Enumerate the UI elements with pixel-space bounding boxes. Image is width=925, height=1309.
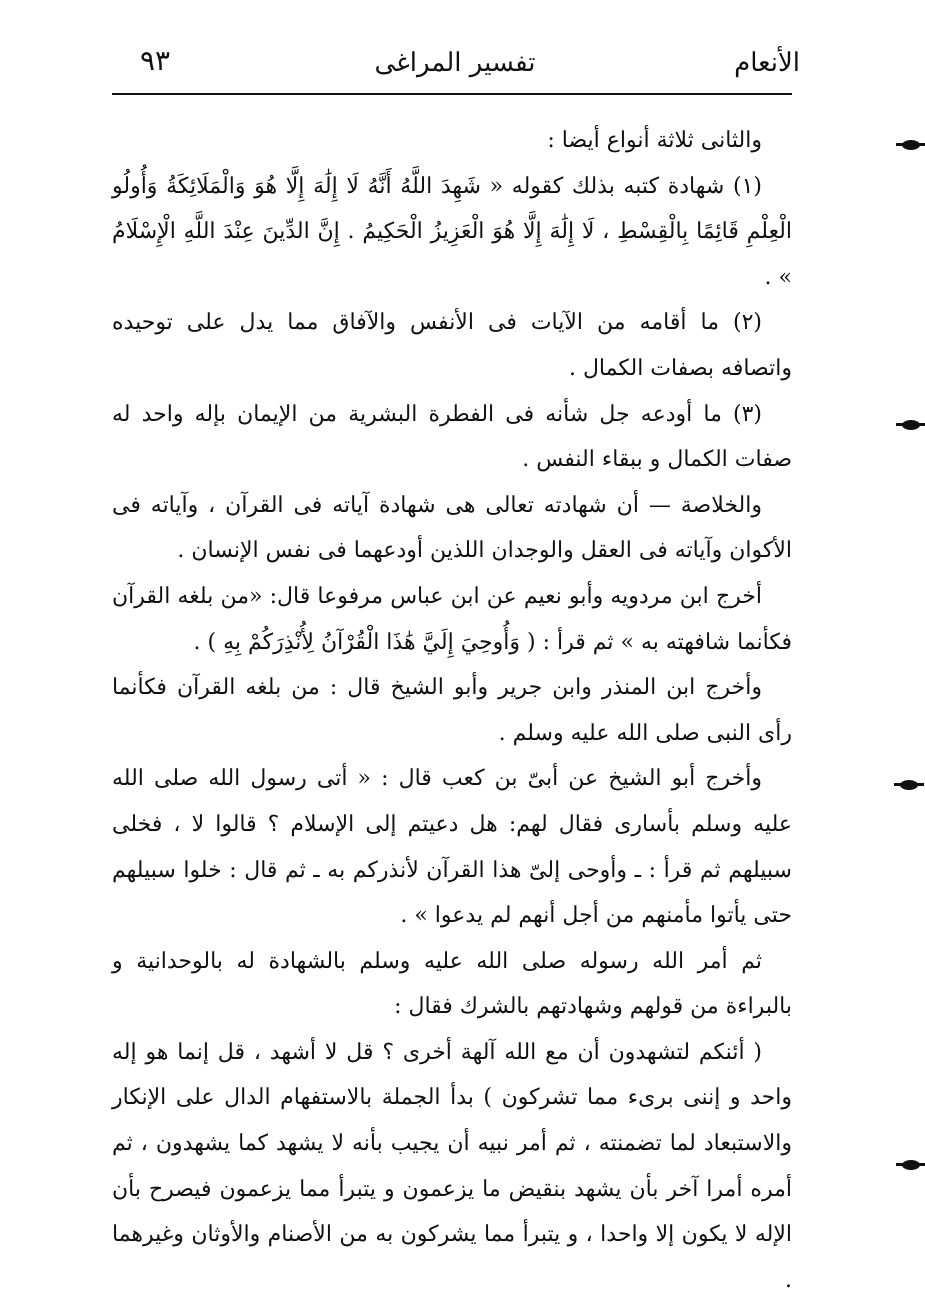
margin-mark — [900, 780, 918, 790]
paragraph: وأخرج أبو الشيخ عن أبىّ بن كعب قال : « أتى رسول الله صلى الله عليه وسلم بأسارى فقال لهم: هل دعيتم إلى الإسلام ؟ قالوا لا ، فخلى سبيلهم ثم قرأ : ـ وأوحى إلىّ هذا القرآن لأنذركم به ـ ثم قال : خلوا سبيلهم حتى يأتوا مأمنهم من أجل أنهم لم يدعوا » . — [112, 766, 792, 929]
paragraph: ثم أمر الله رسوله صلى الله عليه وسلم بالشهادة له بالوحدانية و بالبراءة من قولهم وشهادتهم بالشرك فقال : — [112, 948, 792, 1020]
paragraph: وأخرج ابن المنذر وابن جرير وأبو الشيخ قال : من بلغه القرآن فكأنما رأى النبى صلى الله عليه وسلم . — [112, 675, 792, 746]
paragraph: (٣) ما أودعه جل شأنه فى الفطرة البشرية من الإيمان بإله واحد له صفات الكمال و ببقاء النفس . — [112, 401, 792, 473]
page-body — [112, 118, 792, 1303]
margin-mark — [902, 420, 920, 430]
paragraph: (١) شهادة كتبه بذلك كقوله « شَهِدَ اللَّهُ أَنَّهُ لَا إِلَٰهَ إِلَّا هُوَ وَالْمَلَائِكَةُ وَأُولُو الْعِلْمِ قَائِمًا بِالْقِسْطِ ، لَا إِلَٰهَ إِلَّا هُوَ الْعَزِيزُ الْحَكِيمُ . إِنَّ الدِّينَ عِنْدَ اللَّهِ الْإِسْلَامُ » . — [112, 173, 792, 290]
paragraph: والثانى ثلاثة أنواع أيضا : — [547, 128, 762, 153]
margin-mark — [902, 140, 920, 150]
surah-name: الأنعام — [734, 48, 800, 78]
page-number: ٩٣ — [140, 44, 171, 77]
paragraph: ( أئنكم لتشهدون أن مع الله آلهة أخرى ؟ قل لا أشهد ، قل إنما هو إله واحد و إننى برىء مما تشركون ) بدأ الجملة بالاستفهام الدال على الإنكار والاستبعاد لما تضمنته ، ثم أمر نبيه أن يجيب بأنه لا يشهد كما يشهدون ، ثم أمره أمرا آخر بأن يشهد بنقيض ما يزعمون و يتبرأ مما يزعمون فيصرح بأن الإله لا يكون إلا واحدا ، و يتبرأ مما يشركون به من الأصنام والأوثان وغيرهما . — [112, 1039, 792, 1293]
book-title: تفسير المراغى — [374, 48, 536, 78]
margin-mark — [902, 1160, 920, 1170]
header-rule — [112, 93, 792, 95]
paragraph: أخرج ابن مردويه وأبو نعيم عن ابن عباس مرفوعا قال: «من بلغه القرآن فكأنما شافهته به » ثم قرأ : ( وَأُوحِيَ إِلَيَّ هَٰذَا الْقُرْآنُ لِأُنْذِرَكُمْ بِهِ ) . — [112, 583, 792, 655]
page-header — [110, 40, 800, 90]
paragraph: (٢) ما أقامه من الآيات فى الأنفس والآفاق مما يدل على توحيده واتصافه بصفات الكمال . — [112, 310, 792, 381]
paragraph: والخلاصة — أن شهادته تعالى هى شهادة آياته فى القرآن ، وآياته فى الأكوان وآياته فى العقل والوجدان اللذين أودعهما فى نفس الإنسان . — [112, 492, 792, 564]
